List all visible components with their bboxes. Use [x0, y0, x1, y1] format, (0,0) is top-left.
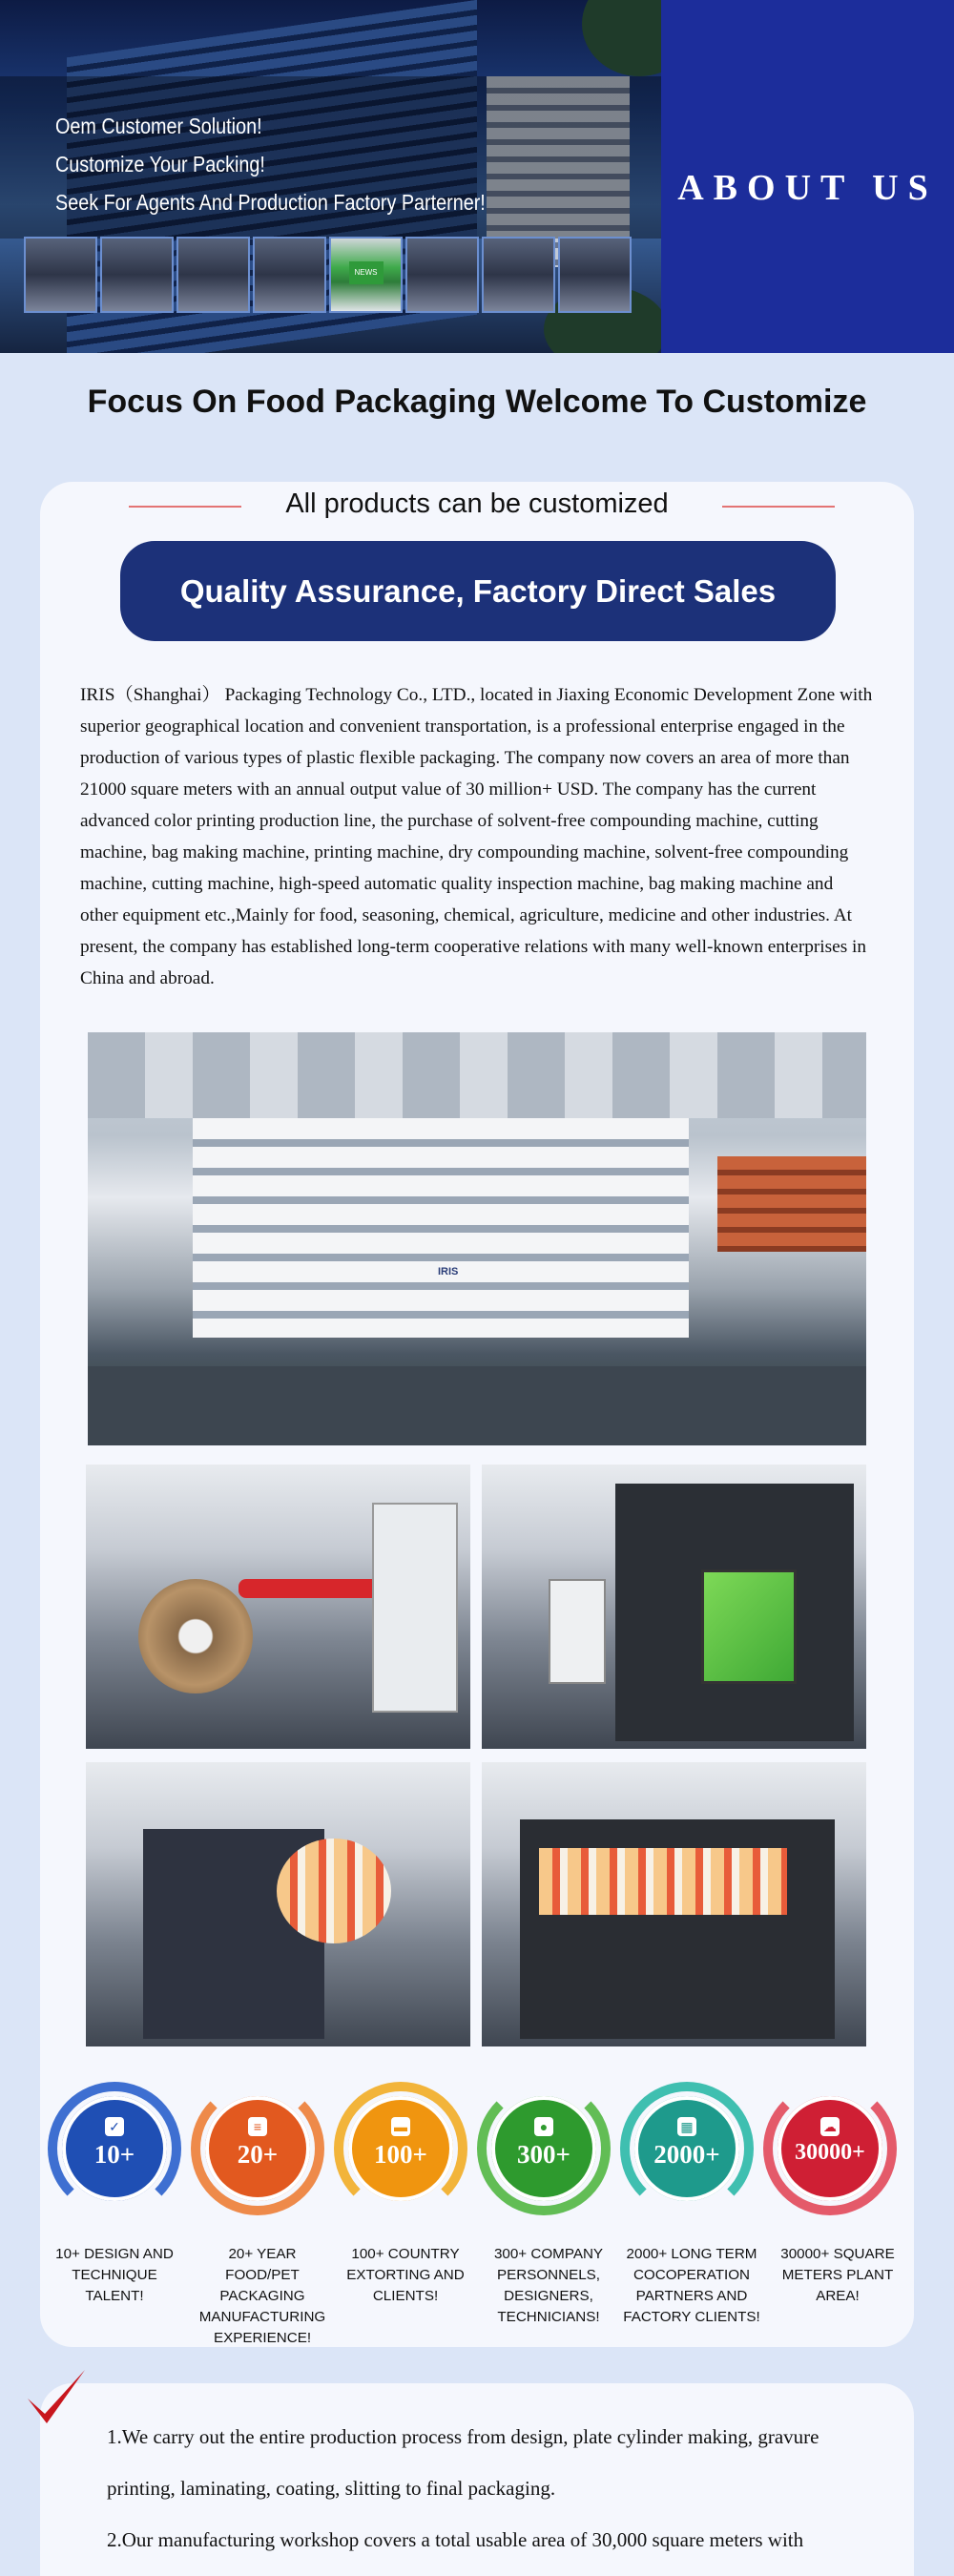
checkmark-icon — [24, 2364, 91, 2431]
grid-icon: ▦ — [677, 2117, 696, 2136]
laminating-machine-photo — [86, 1762, 470, 2046]
printing-machine-photo — [482, 1465, 866, 1749]
printed-roll-shape — [277, 1839, 391, 1943]
stat-caption: 300+ COMPANY PERSONNELS, DESIGNERS, TECHNICIANS! — [493, 2246, 604, 2325]
stat-value: 30000+ — [795, 2140, 865, 2165]
capabilities-list — [107, 2411, 889, 2566]
about-us-heading: ABOUT US — [677, 168, 938, 208]
list-item: printing, laminating, coating, slitting to final packaging. — [107, 2477, 556, 2500]
banner-thumbnail-strip — [24, 237, 632, 313]
list-item: 1.We carry out the entire production process from design, plate cylinder making, gravure — [107, 2425, 819, 2448]
stat-value: 10+ — [93, 2140, 135, 2169]
factory-sign: IRIS — [438, 1266, 459, 1278]
stat-caption: 10+ DESIGN AND TECHNIQUE TALENT! — [55, 2246, 174, 2304]
workshop-thumbnail — [329, 237, 403, 313]
printed-film-web-shape — [539, 1848, 787, 1915]
film-roll-shape — [138, 1579, 253, 1693]
section-subheading: All products can be customized — [285, 488, 669, 519]
stat-personnel — [491, 2096, 596, 2201]
banner-slogans — [55, 107, 486, 221]
stat-caption: 20+ YEAR FOOD/PET PACKAGING MANUFACTURING EXPERIENCE! — [198, 2246, 326, 2346]
stat-value: 2000+ — [653, 2140, 720, 2169]
workshop-thumbnail — [482, 237, 555, 313]
badge-icon: ✓ — [105, 2117, 124, 2136]
red-building-shape — [717, 1156, 866, 1252]
quality-assurance-banner: Quality Assurance, Factory Direct Sales — [120, 541, 836, 641]
stat-value: 100+ — [374, 2140, 427, 2169]
factory-aerial-photo — [88, 1032, 866, 1445]
stat-talent — [62, 2096, 167, 2201]
factory-building-shape — [193, 1118, 689, 1338]
stat-value: 300+ — [517, 2140, 570, 2169]
console-shape — [549, 1579, 606, 1684]
company-intro-text: IRIS（Shanghai） Packaging Technology Co., LTD., located in Jiaxing Economic Development Zone with superior geographical location and convenient transportation, is a professional enterprise engaged in the production of various types of plastic flexible packaging. The company now covers an area of more than 21000 square meters with an annual output value of 30 million+ USD. The company has the current advanced color printing production line, the purchase of solvent-free compounding machine, cutting machine, bag making machine, printing machine, dry compounding machine, solvent-free compounding machine, cutting machine, high-speed automatic quality inspection machine, bag making machine and other equipment etc.,Mainly for food, seasoning, chemical, agriculture, medicine and other industries. At present, the company has established long-term cooperative relations with many well-known enterprises in China and abroad. — [80, 685, 873, 988]
clipboard-icon: ≡ — [248, 2117, 267, 2136]
stat-plant-area — [778, 2096, 882, 2201]
about-us-panel — [661, 0, 954, 353]
thumbnail-badge: NEWS — [349, 261, 384, 284]
stat-caption: 30000+ SQUARE METERS PLANT AREA! — [780, 2246, 895, 2304]
workshop-thumbnail — [405, 237, 479, 313]
inspection-machine-photo — [482, 1762, 866, 2046]
banner-slogan: Seek For Agents And Production Factory Parterner! — [55, 190, 486, 215]
background-buildings — [88, 1032, 866, 1118]
workshop-thumbnail — [558, 237, 632, 313]
page-headline: Focus On Food Packaging Welcome To Customize — [87, 384, 867, 420]
slitting-machine-photo — [86, 1465, 470, 1749]
stat-countries — [348, 2096, 453, 2201]
workshop-thumbnail — [253, 237, 326, 313]
stat-caption: 100+ COUNTRY EXTORTING AND CLIENTS! — [346, 2246, 465, 2304]
stat-value: 20+ — [237, 2140, 279, 2169]
stat-experience — [205, 2096, 310, 2201]
stat-caption: 2000+ LONG TERM COCOPERATION PARTNERS AND FACTORY CLIENTS! — [623, 2246, 760, 2325]
folder-icon: ▬ — [391, 2117, 410, 2136]
banner-slogan: Customize Your Packing! — [55, 152, 265, 177]
factory-banner-photo — [0, 0, 661, 353]
workshop-thumbnail — [176, 237, 250, 313]
control-cabinet-shape — [372, 1503, 458, 1713]
road-shape — [88, 1366, 866, 1445]
people-icon: ● — [534, 2117, 553, 2136]
workshop-thumbnail — [100, 237, 174, 313]
workshop-thumbnail — [24, 237, 97, 313]
banner-slogan: Oem Customer Solution! — [55, 114, 262, 138]
cloud-icon: ☁ — [820, 2117, 840, 2136]
list-item: 2.Our manufacturing workshop covers a total usable area of 30,000 square meters with — [107, 2528, 804, 2551]
stat-partners — [634, 2096, 739, 2201]
printed-film-shape — [701, 1569, 797, 1684]
hero-banner — [0, 0, 954, 353]
